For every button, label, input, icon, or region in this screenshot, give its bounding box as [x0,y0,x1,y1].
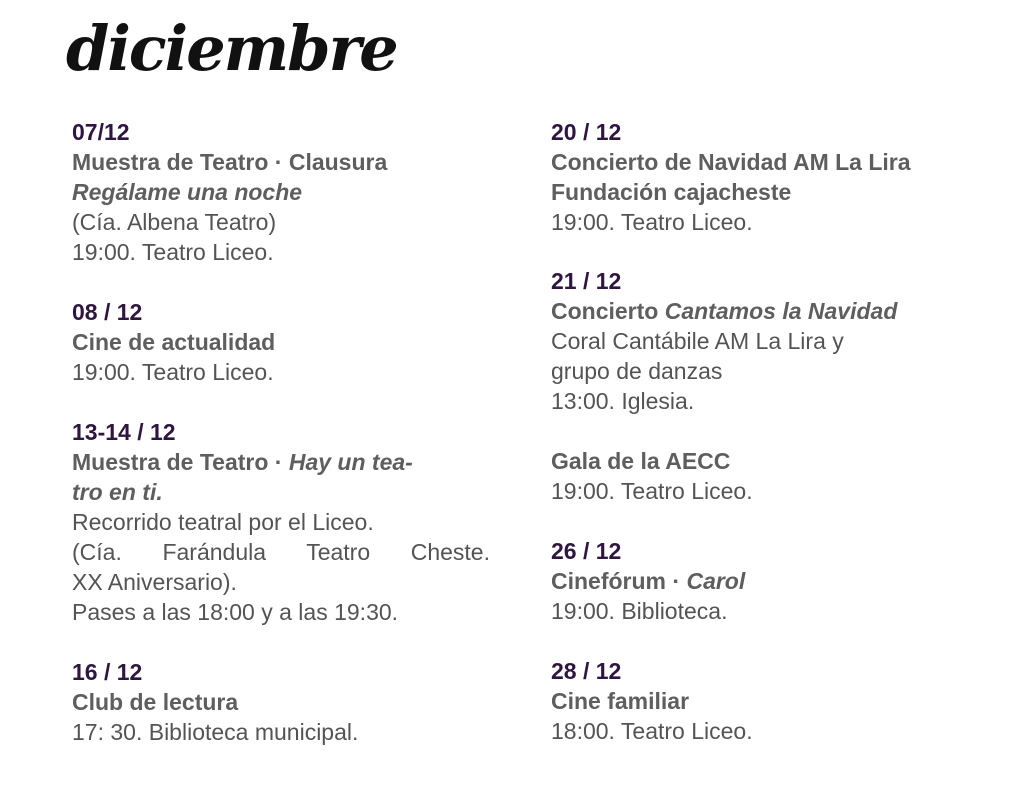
page-title: diciembre [66,12,397,85]
event-heading: Concierto de Navidad AM La Lira [551,149,911,175]
event-date: 07/12 [72,119,130,145]
event-description-cont: grupo de danzas [551,358,723,384]
event-time-place: 19:00. Biblioteca. [551,598,728,624]
event-heading-cont: Fundación cajacheste [551,179,792,205]
event-date: 20 / 12 [551,119,622,145]
event-heading: Muestra de Teatro · Clausura [72,149,388,175]
event-company: (Cía. Farándula Teatro Cheste. [72,539,490,565]
event-company: (Cía. Albena Teatro) [72,209,277,235]
event-20-12 [551,117,991,237]
left-column [72,117,490,777]
event-heading: Gala de la AECC [551,448,731,474]
event-time-place: 13:00. Iglesia. [551,388,695,414]
event-description: Coral Cantábile AM La Lira y [551,328,844,354]
event-heading: Cine familiar [551,688,690,714]
event-time-place: 18:00. Teatro Liceo. [551,718,753,744]
event-heading-prefix: Concierto [551,298,665,324]
right-column [551,117,991,776]
event-28-12 [551,656,991,746]
event-16-12 [72,657,490,747]
event-heading [72,447,490,477]
event-26-12 [551,536,991,626]
event-work-title: Regálame una noche [72,179,303,205]
event-heading-prefix: Cinefórum · [551,568,687,594]
event-date: 13-14 / 12 [72,419,176,445]
event-work-title: Hay un tea- [288,449,413,475]
event-time-place: 17: 30. Biblioteca municipal. [72,719,359,745]
event-times: Pases a las 18:00 y a las 19:30. [72,599,399,625]
event-date: 08 / 12 [72,299,143,325]
event-time-place: 19:00. Teatro Liceo. [551,209,753,235]
event-work-title: Carol [686,568,746,594]
event-gala-aecc [551,446,991,506]
event-heading: Club de lectura [72,689,239,715]
event-13-14-12 [72,417,490,627]
event-heading: Cine de actualidad [72,329,276,355]
event-08-12 [72,297,490,387]
event-07-12 [72,117,490,267]
event-21-12 [551,266,991,416]
event-date: 26 / 12 [551,538,622,564]
event-heading-prefix: Muestra de Teatro · [72,449,289,475]
event-time-place: 19:00. Teatro Liceo. [72,239,274,265]
event-date: 21 / 12 [551,268,622,294]
event-date: 28 / 12 [551,658,622,684]
event-date: 16 / 12 [72,659,143,685]
event-time-place: 19:00. Teatro Liceo. [72,359,274,385]
event-work-title-cont: tro en ti. [72,479,163,505]
event-heading [551,566,991,596]
event-time-place: 19:00. Teatro Liceo. [551,478,753,504]
event-heading [551,296,991,326]
event-work-title: Cantamos la Navidad [664,298,898,324]
event-description: Recorrido teatral por el Liceo. [72,509,374,535]
event-company-cont: XX Aniversario). [72,569,237,595]
